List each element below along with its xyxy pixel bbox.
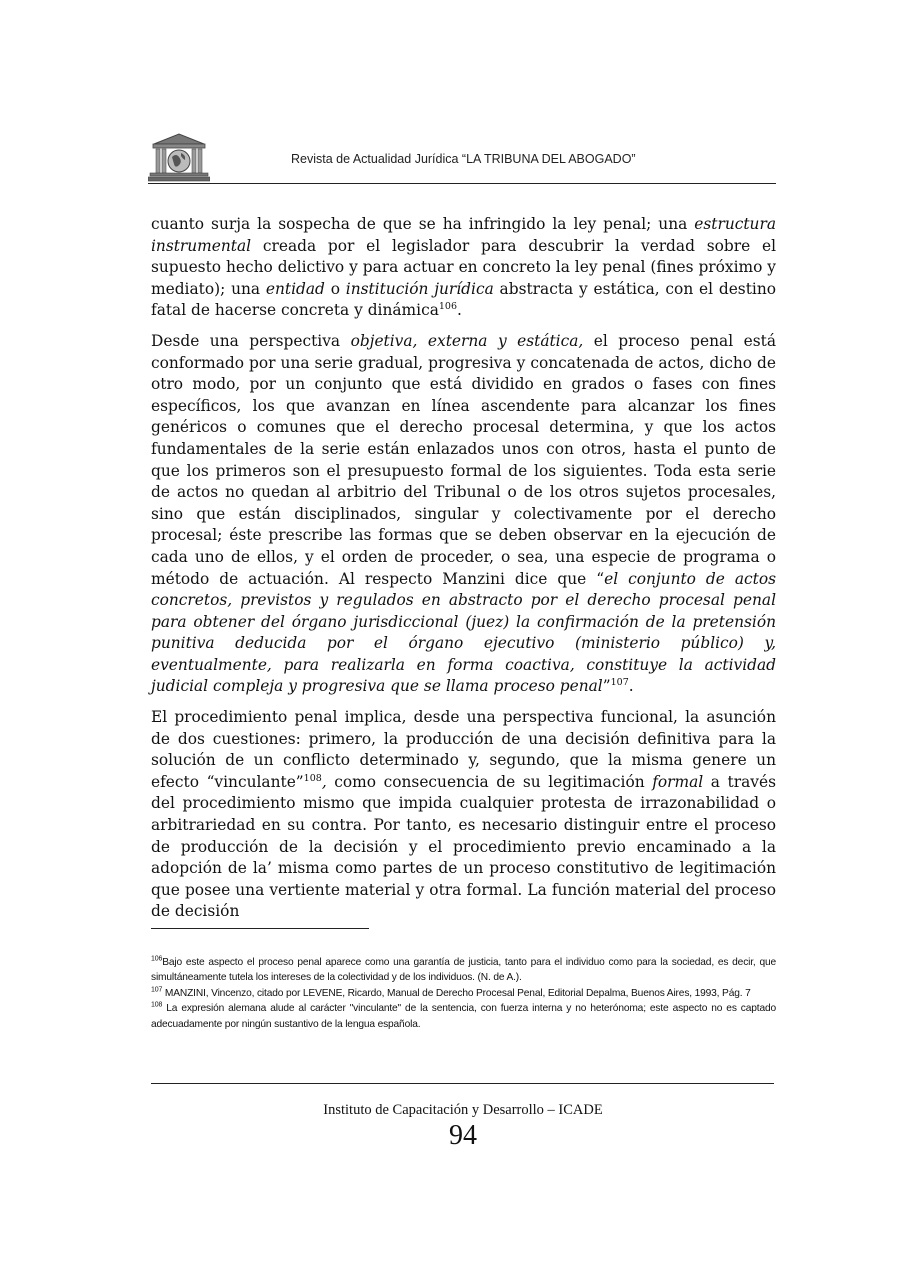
italic-run: formal	[652, 772, 704, 791]
text-run: Desde una perspectiva	[151, 331, 351, 350]
text-run: .	[457, 301, 462, 320]
footnote-divider	[151, 928, 369, 929]
footnotes	[151, 955, 776, 1032]
text-run: ”	[602, 677, 611, 696]
page-number: 94	[449, 1120, 477, 1151]
footnote-108	[151, 1001, 776, 1032]
italic-run: entidad	[265, 279, 325, 298]
italic-run: institución jurídica	[345, 279, 494, 298]
text-run: cuanto surja la sospecha de que se ha infringido la ley penal; una	[151, 215, 695, 233]
italic-run: objetiva, externa y estática,	[350, 331, 584, 350]
footer-institute: Instituto de Capacitación y Desarrollo – ICADE	[323, 1102, 603, 1118]
footnote-106	[151, 955, 776, 986]
text-run: abstracta y estática, con el destino fatal de hacerse concreta y dinámica	[151, 279, 776, 320]
footnote-ref-107[interactable]: 107	[610, 677, 629, 689]
article-body	[151, 214, 776, 932]
italic-run: ,	[321, 772, 327, 791]
text-run: como consecuencia de su legitimación	[326, 772, 653, 791]
journal-title: Revista de Actualidad Jurídica “LA TRIBUNA DEL ABOGADO”	[291, 152, 636, 166]
text-run: o	[324, 279, 346, 298]
footnote-number: 106	[151, 955, 163, 963]
footnote-ref-108[interactable]: 108	[303, 772, 322, 784]
paragraph-1	[151, 214, 776, 322]
paragraph-2	[151, 331, 776, 698]
footer-divider	[151, 1083, 774, 1084]
text-run: creada por el legislador para descubrir la verdad sobre el supuesto hecho delictivo y para actuar en concreto la ley penal (fines próximo y mediato); una	[151, 236, 776, 298]
footnote-number: 107	[151, 986, 163, 994]
footnote-ref-106[interactable]: 106	[438, 301, 458, 313]
text-run: a través del procedimiento mismo que impida cualquier protesta de irrazonabilidad o arbitrariedad en su contra. Por tanto, es necesario distinguir entre el proceso de producción de la decisión y el procedimiento previo encaminado a la adopción de la’ misma como partes de un proceso constitutivo de legitimación que posee una vertiente material y otra formal. La función material del proceso de decisión	[151, 772, 776, 921]
page-header	[148, 130, 776, 186]
paragraph-3	[151, 707, 776, 923]
footnote-107	[151, 986, 776, 1001]
footnote-text: La expresión alemana alude al carácter "vinculante" de la sentencia, con fuerza interna y no heterónoma; este aspecto no es captado adecuadamente por ningún sustantivo de la lengua española.	[151, 1003, 776, 1030]
header-divider	[148, 183, 776, 184]
icade-logo-icon	[148, 132, 210, 182]
text-run: El procedimiento penal implica, desde una perspectiva funcional, la asunción de dos cuestiones: primero, la producción de una decisión definitiva para la solución de un conflicto determinado y, segundo, que la misma genere un efecto “vinculante”	[151, 708, 776, 791]
italic-run: estructura instrumental	[151, 215, 776, 255]
footnote-text: MANZINI, Vincenzo, citado por LEVENE, Ricardo, Manual de Derecho Procesal Penal, Editorial Depalma, Buenos Aires, 1993, Pág. 7	[162, 987, 751, 999]
manzini-quote: el conjunto de actos concretos, previstos y regulados en abstracto por el derecho procesal penal para obtener del órgano jurisdiccional (juez) la confirmación de la pretensión punitiva deducida por el órgano ejecutivo (ministerio público) y, eventualmente, para realizarla en forma coactiva, constituye la actividad judicial compleja y progresiva que se llama proceso penal	[151, 569, 776, 696]
footnote-text: Bajo este aspecto el proceso penal aparece como una garantía de justicia, tanto para el individuo como para la sociedad, es decir, que simultáneamente tutela los intereses de la colectividad y de los individuos. (N. de A.).	[151, 957, 776, 984]
text-run: .	[628, 677, 634, 696]
footnote-number: 108	[151, 1001, 163, 1009]
text-run: el proceso penal está conformado por una serie gradual, progresiva y concatenada de actos, dicho de otro modo, por un conjunto que está dividido en grados o fases con fines específicos, los que avanzan en línea ascendente para alcanzar los fines genéricos o comunes que el derecho procesal determina, y que los actos fundamentales de la serie están enlazados unos con otros, hasta el punto de que los primeros son el presupuesto formal de los siguientes. Toda esta serie de actos no quedan al arbitrio del Tribunal o de los otros sujetos procesales, sino que están disciplinados, singular y colectivamente por el derecho procesal; éste prescribe las formas que se deben observar en la ejecución de cada uno de ellos, y el orden de proceder, o sea, una especie de programa o método de actuación. Al respecto Manzini dice que “	[151, 331, 776, 588]
